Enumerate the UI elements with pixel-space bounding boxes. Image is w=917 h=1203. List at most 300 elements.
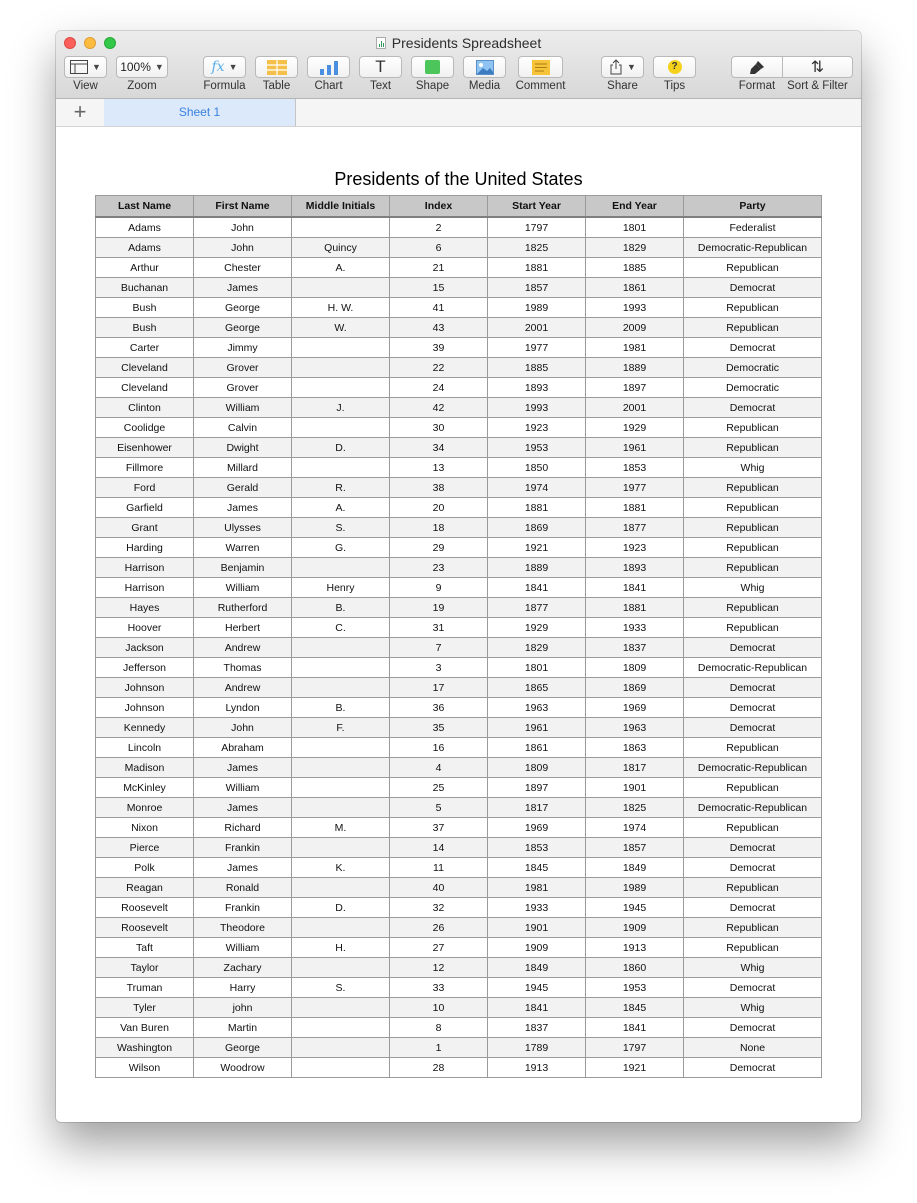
table-cell[interactable]: Republican xyxy=(684,418,822,438)
table-cell[interactable]: 21 xyxy=(390,258,488,278)
table-cell[interactable]: Republican xyxy=(684,478,822,498)
table-cell[interactable]: 1974 xyxy=(488,478,586,498)
table-cell[interactable]: Grover xyxy=(194,378,292,398)
table-cell[interactable]: A. xyxy=(292,258,390,278)
table-cell[interactable]: Democratic-Republican xyxy=(684,238,822,258)
table-cell[interactable]: Grant xyxy=(96,518,194,538)
table-cell[interactable]: Rutherford xyxy=(194,598,292,618)
table-cell[interactable] xyxy=(292,638,390,658)
table-cell[interactable]: 28 xyxy=(390,1058,488,1078)
table-cell[interactable]: 1881 xyxy=(586,498,684,518)
table-cell[interactable]: 1953 xyxy=(488,438,586,458)
table-cell[interactable]: 1889 xyxy=(586,358,684,378)
table-cell[interactable]: Monroe xyxy=(96,798,194,818)
table-cell[interactable]: Johnson xyxy=(96,698,194,718)
table-cell[interactable]: Grover xyxy=(194,358,292,378)
table-cell[interactable]: 18 xyxy=(390,518,488,538)
table-cell[interactable]: Henry xyxy=(292,578,390,598)
table-cell[interactable]: 1981 xyxy=(586,338,684,358)
table-cell[interactable] xyxy=(292,358,390,378)
table-cell[interactable]: Reagan xyxy=(96,878,194,898)
tips-button[interactable] xyxy=(653,56,696,78)
table-cell[interactable]: 14 xyxy=(390,838,488,858)
table-cell[interactable]: Democrat xyxy=(684,898,822,918)
table-cell[interactable] xyxy=(292,958,390,978)
chart-button[interactable] xyxy=(307,56,350,78)
table-cell[interactable]: Democrat xyxy=(684,718,822,738)
table-cell[interactable]: Polk xyxy=(96,858,194,878)
table-cell[interactable]: Republican xyxy=(684,318,822,338)
table-cell[interactable] xyxy=(292,658,390,678)
table-cell[interactable]: F. xyxy=(292,718,390,738)
table-cell[interactable] xyxy=(292,838,390,858)
table-cell[interactable]: Abraham xyxy=(194,738,292,758)
table-cell[interactable]: 35 xyxy=(390,718,488,738)
table-cell[interactable]: 16 xyxy=(390,738,488,758)
table-cell[interactable]: 1845 xyxy=(488,858,586,878)
table-cell[interactable]: 36 xyxy=(390,698,488,718)
table-cell[interactable]: 1801 xyxy=(586,217,684,238)
sort-filter-button[interactable] xyxy=(782,56,853,78)
table-cell[interactable]: Roosevelt xyxy=(96,918,194,938)
table-cell[interactable]: 1885 xyxy=(586,258,684,278)
column-header[interactable]: Last Name xyxy=(96,196,194,218)
share-button[interactable] xyxy=(601,56,644,78)
table-cell[interactable] xyxy=(292,1058,390,1078)
table-cell[interactable]: 1969 xyxy=(488,818,586,838)
table-cell[interactable]: Democratic-Republican xyxy=(684,658,822,678)
table-cell[interactable] xyxy=(292,1018,390,1038)
table-cell[interactable]: Adams xyxy=(96,217,194,238)
table-cell[interactable]: Republican xyxy=(684,818,822,838)
table-cell[interactable]: 24 xyxy=(390,378,488,398)
table-cell[interactable]: 1923 xyxy=(586,538,684,558)
table-cell[interactable]: 17 xyxy=(390,678,488,698)
table-cell[interactable]: William xyxy=(194,578,292,598)
table-cell[interactable]: Republican xyxy=(684,438,822,458)
table-cell[interactable]: 42 xyxy=(390,398,488,418)
table-cell[interactable]: 6 xyxy=(390,238,488,258)
table-cell[interactable]: 2001 xyxy=(488,318,586,338)
table-cell[interactable]: J. xyxy=(292,398,390,418)
zoom-select[interactable] xyxy=(116,56,168,78)
table-cell[interactable]: 4 xyxy=(390,758,488,778)
column-header[interactable]: Start Year xyxy=(488,196,586,218)
table-cell[interactable]: 29 xyxy=(390,538,488,558)
table-cell[interactable]: 32 xyxy=(390,898,488,918)
table-cell[interactable]: Quincy xyxy=(292,238,390,258)
table-cell[interactable]: 1901 xyxy=(586,778,684,798)
table-cell[interactable]: 40 xyxy=(390,878,488,898)
table-cell[interactable]: 7 xyxy=(390,638,488,658)
table-cell[interactable]: 1897 xyxy=(586,378,684,398)
table-cell[interactable]: Johnson xyxy=(96,678,194,698)
table-button[interactable] xyxy=(255,56,298,78)
table-cell[interactable]: Federalist xyxy=(684,217,822,238)
table-cell[interactable]: 1853 xyxy=(488,838,586,858)
table-cell[interactable]: William xyxy=(194,398,292,418)
table-cell[interactable]: Millard xyxy=(194,458,292,478)
table-cell[interactable]: Chester xyxy=(194,258,292,278)
table-cell[interactable]: Lincoln xyxy=(96,738,194,758)
table-cell[interactable]: Wilson xyxy=(96,1058,194,1078)
table-cell[interactable]: Calvin xyxy=(194,418,292,438)
table-cell[interactable]: S. xyxy=(292,978,390,998)
table-cell[interactable]: 1933 xyxy=(586,618,684,638)
table-cell[interactable]: Taylor xyxy=(96,958,194,978)
table-cell[interactable]: Whig xyxy=(684,458,822,478)
table-cell[interactable]: 41 xyxy=(390,298,488,318)
table-cell[interactable]: Adams xyxy=(96,238,194,258)
table-cell[interactable]: Democrat xyxy=(684,638,822,658)
table-cell[interactable]: Truman xyxy=(96,978,194,998)
table-cell[interactable]: G. xyxy=(292,538,390,558)
table-cell[interactable]: Dwight xyxy=(194,438,292,458)
table-cell[interactable]: 1869 xyxy=(488,518,586,538)
table-cell[interactable]: Harding xyxy=(96,538,194,558)
table-cell[interactable]: 10 xyxy=(390,998,488,1018)
table-cell[interactable]: James xyxy=(194,798,292,818)
table-cell[interactable]: 1829 xyxy=(586,238,684,258)
table-cell[interactable]: 1797 xyxy=(586,1038,684,1058)
table-cell[interactable] xyxy=(292,918,390,938)
column-header[interactable]: Index xyxy=(390,196,488,218)
table-cell[interactable]: 1865 xyxy=(488,678,586,698)
table-cell[interactable] xyxy=(292,338,390,358)
table-cell[interactable]: 1861 xyxy=(488,738,586,758)
table-cell[interactable]: 2 xyxy=(390,217,488,238)
table-cell[interactable]: 8 xyxy=(390,1018,488,1038)
column-header[interactable]: Middle Initials xyxy=(292,196,390,218)
table-cell[interactable] xyxy=(292,1038,390,1058)
table-cell[interactable]: 1869 xyxy=(586,678,684,698)
table-cell[interactable]: Andrew xyxy=(194,638,292,658)
table-cell[interactable]: Democratic-Republican xyxy=(684,798,822,818)
table-cell[interactable]: 1893 xyxy=(488,378,586,398)
table-cell[interactable]: Arthur xyxy=(96,258,194,278)
table-cell[interactable]: S. xyxy=(292,518,390,538)
table-cell[interactable]: Hayes xyxy=(96,598,194,618)
table-cell[interactable]: 1909 xyxy=(586,918,684,938)
table-cell[interactable]: 1913 xyxy=(586,938,684,958)
table-cell[interactable]: 5 xyxy=(390,798,488,818)
table-cell[interactable]: Republican xyxy=(684,918,822,938)
table-cell[interactable]: Democrat xyxy=(684,678,822,698)
table-cell[interactable]: 11 xyxy=(390,858,488,878)
table-cell[interactable]: 1929 xyxy=(586,418,684,438)
table-cell[interactable]: James xyxy=(194,498,292,518)
table-cell[interactable]: 1953 xyxy=(586,978,684,998)
table-cell[interactable] xyxy=(292,878,390,898)
table-cell[interactable]: 1809 xyxy=(488,758,586,778)
table-cell[interactable]: 1993 xyxy=(488,398,586,418)
table-cell[interactable]: 1929 xyxy=(488,618,586,638)
table-cell[interactable]: James xyxy=(194,758,292,778)
table-cell[interactable]: 1923 xyxy=(488,418,586,438)
table-cell[interactable]: B. xyxy=(292,698,390,718)
table-cell[interactable]: Democrat xyxy=(684,338,822,358)
table-cell[interactable]: D. xyxy=(292,438,390,458)
table-cell[interactable]: Washington xyxy=(96,1038,194,1058)
table-cell[interactable]: 1857 xyxy=(488,278,586,298)
table-cell[interactable]: 2001 xyxy=(586,398,684,418)
table-cell[interactable]: 9 xyxy=(390,578,488,598)
table-cell[interactable]: 1860 xyxy=(586,958,684,978)
table-cell[interactable]: Bush xyxy=(96,318,194,338)
comment-button[interactable] xyxy=(518,56,563,78)
table-cell[interactable]: 1841 xyxy=(488,578,586,598)
table-cell[interactable]: Democratic xyxy=(684,358,822,378)
table-cell[interactable]: Frankin xyxy=(194,898,292,918)
table-cell[interactable]: 13 xyxy=(390,458,488,478)
table-cell[interactable]: 1981 xyxy=(488,878,586,898)
table-cell[interactable]: Tyler xyxy=(96,998,194,1018)
table-cell[interactable]: 1909 xyxy=(488,938,586,958)
table-cell[interactable]: James xyxy=(194,278,292,298)
table-cell[interactable]: 1817 xyxy=(488,798,586,818)
table-cell[interactable]: Democrat xyxy=(684,398,822,418)
table-cell[interactable]: M. xyxy=(292,818,390,838)
table-cell[interactable]: Democrat xyxy=(684,1058,822,1078)
table-cell[interactable]: 1841 xyxy=(586,1018,684,1038)
table-cell[interactable]: 15 xyxy=(390,278,488,298)
table-cell[interactable]: 1849 xyxy=(488,958,586,978)
table-cell[interactable]: 20 xyxy=(390,498,488,518)
format-button[interactable] xyxy=(731,56,783,78)
table-cell[interactable] xyxy=(292,998,390,1018)
table-cell[interactable]: Garfield xyxy=(96,498,194,518)
column-header[interactable]: End Year xyxy=(586,196,684,218)
table-cell[interactable]: Richard xyxy=(194,818,292,838)
table-cell[interactable]: Republican xyxy=(684,598,822,618)
table-cell[interactable]: 1801 xyxy=(488,658,586,678)
table-cell[interactable]: 1861 xyxy=(586,278,684,298)
column-header[interactable]: First Name xyxy=(194,196,292,218)
table-cell[interactable]: Kennedy xyxy=(96,718,194,738)
table-cell[interactable]: 1993 xyxy=(586,298,684,318)
table-cell[interactable]: 43 xyxy=(390,318,488,338)
table-cell[interactable]: 1913 xyxy=(488,1058,586,1078)
table-cell[interactable]: Bush xyxy=(96,298,194,318)
table-cell[interactable]: Eisenhower xyxy=(96,438,194,458)
table-cell[interactable]: Hoover xyxy=(96,618,194,638)
table-cell[interactable] xyxy=(292,738,390,758)
table-cell[interactable]: 1897 xyxy=(488,778,586,798)
table-cell[interactable]: Theodore xyxy=(194,918,292,938)
table-cell[interactable] xyxy=(292,758,390,778)
table-cell[interactable]: 1969 xyxy=(586,698,684,718)
table-cell[interactable]: 1829 xyxy=(488,638,586,658)
table-cell[interactable]: 1933 xyxy=(488,898,586,918)
table-cell[interactable]: Clinton xyxy=(96,398,194,418)
table-cell[interactable]: 1841 xyxy=(586,578,684,598)
table-cell[interactable]: 3 xyxy=(390,658,488,678)
table-cell[interactable]: Harry xyxy=(194,978,292,998)
table-cell[interactable] xyxy=(292,558,390,578)
table-cell[interactable]: Woodrow xyxy=(194,1058,292,1078)
table-cell[interactable]: 25 xyxy=(390,778,488,798)
table-cell[interactable]: 38 xyxy=(390,478,488,498)
table-cell[interactable]: Republican xyxy=(684,878,822,898)
table-cell[interactable]: 37 xyxy=(390,818,488,838)
table-cell[interactable]: 1977 xyxy=(488,338,586,358)
table-cell[interactable]: 31 xyxy=(390,618,488,638)
table-cell[interactable]: 22 xyxy=(390,358,488,378)
table-cell[interactable]: 1857 xyxy=(586,838,684,858)
media-button[interactable] xyxy=(463,56,506,78)
table-cell[interactable]: B. xyxy=(292,598,390,618)
table-cell[interactable]: Jefferson xyxy=(96,658,194,678)
table-cell[interactable]: Pierce xyxy=(96,838,194,858)
table-cell[interactable]: Democrat xyxy=(684,978,822,998)
table-cell[interactable]: Ford xyxy=(96,478,194,498)
table-cell[interactable]: Gerald xyxy=(194,478,292,498)
table-cell[interactable]: 1877 xyxy=(488,598,586,618)
table-cell[interactable]: 30 xyxy=(390,418,488,438)
table-cell[interactable]: George xyxy=(194,1038,292,1058)
table-cell[interactable]: 1901 xyxy=(488,918,586,938)
table-cell[interactable]: Democratic-Republican xyxy=(684,758,822,778)
table-cell[interactable]: Republican xyxy=(684,498,822,518)
table-cell[interactable]: Democrat xyxy=(684,1018,822,1038)
table-cell[interactable]: Jackson xyxy=(96,638,194,658)
table-cell[interactable]: Warren xyxy=(194,538,292,558)
table-cell[interactable]: Coolidge xyxy=(96,418,194,438)
table-cell[interactable]: Republican xyxy=(684,938,822,958)
table-cell[interactable]: 1863 xyxy=(586,738,684,758)
table-cell[interactable]: D. xyxy=(292,898,390,918)
table-cell[interactable]: 1893 xyxy=(586,558,684,578)
column-header[interactable]: Party xyxy=(684,196,822,218)
table-cell[interactable]: 1817 xyxy=(586,758,684,778)
table-cell[interactable]: Republican xyxy=(684,738,822,758)
table-cell[interactable]: Whig xyxy=(684,998,822,1018)
text-button[interactable] xyxy=(359,56,402,78)
table-cell[interactable]: A. xyxy=(292,498,390,518)
table-cell[interactable]: Democrat xyxy=(684,838,822,858)
table-cell[interactable]: 1885 xyxy=(488,358,586,378)
table-cell[interactable]: Democratic xyxy=(684,378,822,398)
table-cell[interactable]: 1877 xyxy=(586,518,684,538)
table-cell[interactable]: 1963 xyxy=(586,718,684,738)
table-cell[interactable] xyxy=(292,418,390,438)
table-cell[interactable]: 1853 xyxy=(586,458,684,478)
table-cell[interactable]: 23 xyxy=(390,558,488,578)
table-cell[interactable]: 1825 xyxy=(586,798,684,818)
table-cell[interactable]: 39 xyxy=(390,338,488,358)
table-cell[interactable]: 26 xyxy=(390,918,488,938)
table-cell[interactable]: 1841 xyxy=(488,998,586,1018)
table-cell[interactable]: John xyxy=(194,718,292,738)
table-cell[interactable]: Jimmy xyxy=(194,338,292,358)
table-cell[interactable]: 12 xyxy=(390,958,488,978)
table-cell[interactable]: James xyxy=(194,858,292,878)
table-cell[interactable]: 1945 xyxy=(488,978,586,998)
table-cell[interactable]: Harrison xyxy=(96,578,194,598)
table-cell[interactable]: Democrat xyxy=(684,698,822,718)
table-cell[interactable] xyxy=(292,778,390,798)
table-cell[interactable]: William xyxy=(194,778,292,798)
table-cell[interactable]: John xyxy=(194,217,292,238)
table-cell[interactable]: Republican xyxy=(684,258,822,278)
add-sheet-button[interactable]: + xyxy=(56,99,105,126)
table-cell[interactable]: Whig xyxy=(684,958,822,978)
table-cell[interactable] xyxy=(292,678,390,698)
table-cell[interactable]: 19 xyxy=(390,598,488,618)
table-cell[interactable] xyxy=(292,278,390,298)
table-cell[interactable]: George xyxy=(194,298,292,318)
table-cell[interactable]: 1797 xyxy=(488,217,586,238)
table-cell[interactable]: 1961 xyxy=(488,718,586,738)
table-cell[interactable] xyxy=(292,798,390,818)
table-cell[interactable]: H. W. xyxy=(292,298,390,318)
table-cell[interactable]: 1881 xyxy=(488,258,586,278)
table-cell[interactable]: 1881 xyxy=(586,598,684,618)
table-cell[interactable]: Nixon xyxy=(96,818,194,838)
table-cell[interactable]: None xyxy=(684,1038,822,1058)
table-cell[interactable]: William xyxy=(194,938,292,958)
table-cell[interactable]: 1849 xyxy=(586,858,684,878)
table-cell[interactable]: Roosevelt xyxy=(96,898,194,918)
table-cell[interactable]: 1961 xyxy=(586,438,684,458)
table-cell[interactable]: 1837 xyxy=(586,638,684,658)
table-cell[interactable]: Thomas xyxy=(194,658,292,678)
table-cell[interactable]: 1837 xyxy=(488,1018,586,1038)
table-cell[interactable]: Republican xyxy=(684,538,822,558)
table-cell[interactable]: 33 xyxy=(390,978,488,998)
table-cell[interactable]: 1789 xyxy=(488,1038,586,1058)
table-cell[interactable]: Ulysses xyxy=(194,518,292,538)
table-cell[interactable]: Republican xyxy=(684,298,822,318)
tab-sheet-1[interactable]: Sheet 1 xyxy=(104,99,296,126)
table-cell[interactable] xyxy=(292,378,390,398)
table-cell[interactable]: 2009 xyxy=(586,318,684,338)
table-cell[interactable]: Ronald xyxy=(194,878,292,898)
table-cell[interactable]: George xyxy=(194,318,292,338)
table-cell[interactable]: 1845 xyxy=(586,998,684,1018)
table-cell[interactable]: 27 xyxy=(390,938,488,958)
table-cell[interactable]: 1 xyxy=(390,1038,488,1058)
table-cell[interactable]: Republican xyxy=(684,778,822,798)
table-cell[interactable]: Republican xyxy=(684,518,822,538)
table-cell[interactable]: 1850 xyxy=(488,458,586,478)
table-cell[interactable]: Lyndon xyxy=(194,698,292,718)
table-cell[interactable]: Madison xyxy=(96,758,194,778)
table-cell[interactable]: 1989 xyxy=(586,878,684,898)
table-cell[interactable]: 1881 xyxy=(488,498,586,518)
table-cell[interactable]: 1945 xyxy=(586,898,684,918)
table-cell[interactable]: Benjamin xyxy=(194,558,292,578)
shape-button[interactable] xyxy=(411,56,454,78)
table-cell[interactable]: Fillmore xyxy=(96,458,194,478)
table-cell[interactable]: 1825 xyxy=(488,238,586,258)
table-cell[interactable]: Herbert xyxy=(194,618,292,638)
table-cell[interactable] xyxy=(292,458,390,478)
table-cell[interactable]: Andrew xyxy=(194,678,292,698)
table-cell[interactable]: 1989 xyxy=(488,298,586,318)
table-cell[interactable]: Whig xyxy=(684,578,822,598)
table-cell[interactable]: Democrat xyxy=(684,858,822,878)
table-cell[interactable]: Frankin xyxy=(194,838,292,858)
table-cell[interactable]: 1809 xyxy=(586,658,684,678)
table-cell[interactable]: C. xyxy=(292,618,390,638)
table-cell[interactable]: John xyxy=(194,238,292,258)
table-cell[interactable]: 1921 xyxy=(586,1058,684,1078)
table-cell[interactable]: W. xyxy=(292,318,390,338)
table-cell[interactable]: 1921 xyxy=(488,538,586,558)
table-cell[interactable]: Zachary xyxy=(194,958,292,978)
table-cell[interactable]: 1974 xyxy=(586,818,684,838)
